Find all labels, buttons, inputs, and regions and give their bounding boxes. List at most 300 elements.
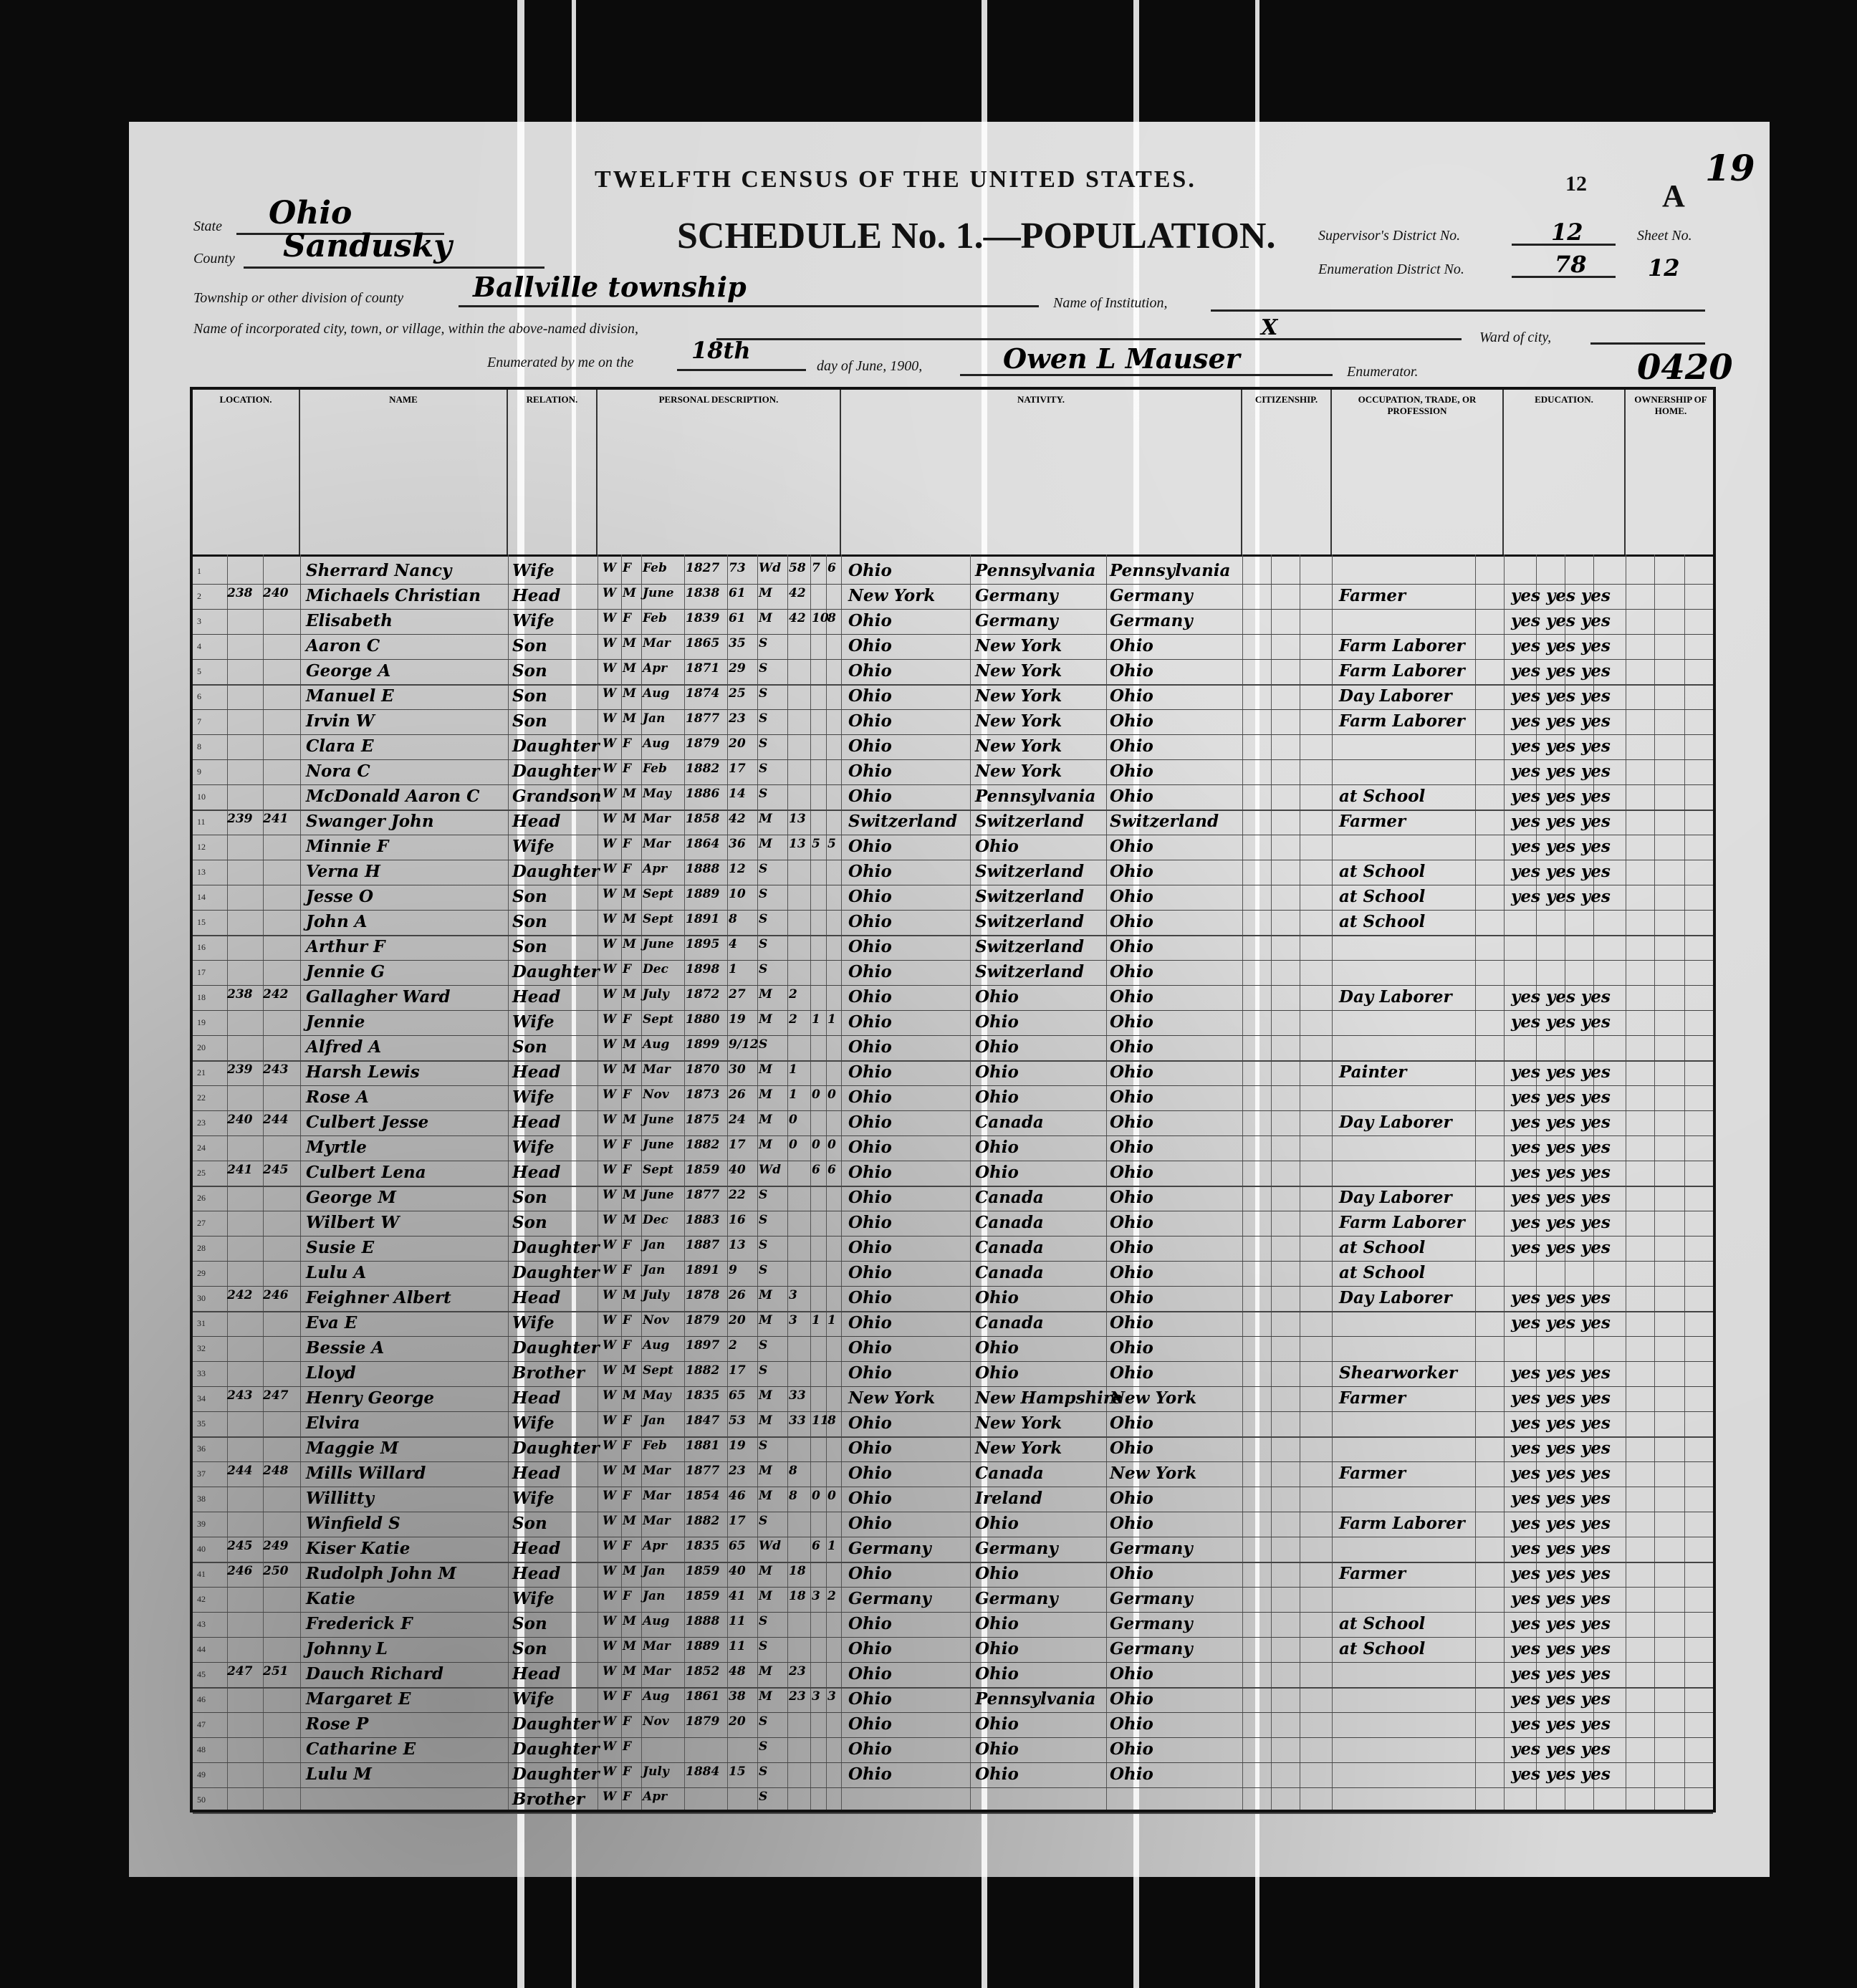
cell-name: Lulu A <box>306 1263 367 1282</box>
cell-fb: Ohio <box>975 837 1019 856</box>
cell-mb: Ohio <box>1110 1689 1153 1709</box>
cell-rel: Daughter <box>512 1764 600 1784</box>
cell-pb: Ohio <box>848 1363 892 1383</box>
cell-mb: Ohio <box>1110 837 1153 856</box>
line-number: 48 <box>197 1744 206 1754</box>
cell-moth: 11 <box>812 1413 829 1428</box>
cell-fb: Switzerland <box>975 812 1085 831</box>
cell-year: 1898 <box>686 962 720 976</box>
cell-mb: Germany <box>1110 1589 1193 1608</box>
cell-edu: yes yes yes <box>1511 812 1611 831</box>
cell-fam: 247 <box>263 1388 289 1403</box>
cell-year: 1839 <box>686 611 720 625</box>
cell-age: 24 <box>729 1113 746 1127</box>
cell-name: Clara E <box>306 736 374 756</box>
cell-pb: Ohio <box>848 862 892 881</box>
cell-pb: Ohio <box>848 1338 892 1358</box>
table-row <box>193 1085 1713 1111</box>
cell-moth: 7 <box>812 561 820 575</box>
cell-fb: Ohio <box>975 1087 1019 1107</box>
cell-year: 1891 <box>686 1263 720 1277</box>
cell-race: W <box>603 987 617 1002</box>
cell-fb: Ohio <box>975 1163 1019 1182</box>
cell-sex: F <box>623 1714 632 1729</box>
line-number: 35 <box>197 1418 206 1428</box>
cell-fb: Ohio <box>975 1764 1019 1784</box>
cell-pb: Ohio <box>848 762 892 781</box>
cell-occ: at School <box>1339 887 1426 906</box>
cell-age: 73 <box>729 561 746 575</box>
cell-pb: Ohio <box>848 1288 892 1307</box>
cell-age: 53 <box>729 1413 746 1428</box>
cell-race: W <box>603 1062 617 1077</box>
cell-fb: Switzerland <box>975 912 1085 931</box>
cell-mar: M <box>759 1288 772 1302</box>
table-row <box>193 1787 1713 1813</box>
line-number: 27 <box>197 1218 206 1228</box>
cell-race: W <box>603 1689 617 1704</box>
cell-month: Apr <box>643 661 668 676</box>
col-location: LOCATION. <box>193 390 300 554</box>
cell-pb: New York <box>848 1388 936 1408</box>
cell-mb: Ohio <box>1110 1188 1153 1207</box>
cell-mar: M <box>759 1589 772 1603</box>
cell-mar: S <box>759 1238 768 1252</box>
cell-age: 20 <box>729 736 746 751</box>
township-label: Township or other division of county <box>193 290 404 306</box>
cell-race: W <box>603 1113 617 1127</box>
line-number: 30 <box>197 1293 206 1303</box>
cell-occ: at School <box>1339 862 1426 881</box>
cell-yrs: 1 <box>789 1062 797 1077</box>
cell-yrs: 0 <box>789 1113 797 1127</box>
cell-liv: 1 <box>827 1539 836 1553</box>
cell-age: 26 <box>729 1288 746 1302</box>
cell-year: 1873 <box>686 1087 720 1102</box>
cell-sex: M <box>623 1113 636 1127</box>
cell-pb: Ohio <box>848 1238 892 1257</box>
table-row <box>193 1411 1713 1437</box>
cell-year: 1886 <box>686 787 720 801</box>
cell-mb: Ohio <box>1110 1714 1153 1734</box>
table-row <box>193 985 1713 1011</box>
cell-liv: 0 <box>827 1087 836 1102</box>
line-number: 6 <box>197 691 201 701</box>
cell-mar: S <box>759 762 768 776</box>
enumerated-prefix: Enumerated by me on the <box>487 355 634 370</box>
cell-age: 23 <box>729 711 746 726</box>
cell-liv: 2 <box>827 1589 836 1603</box>
cell-occ: Day Laborer <box>1339 1288 1452 1307</box>
cell-moth: 3 <box>812 1589 820 1603</box>
cell-month: July <box>643 987 669 1002</box>
cell-month: Jan <box>643 1263 666 1277</box>
cell-fb: Switzerland <box>975 937 1085 956</box>
cell-race: W <box>603 1413 617 1428</box>
cell-year: 1847 <box>686 1413 720 1428</box>
cell-name: Lulu M <box>306 1764 372 1784</box>
cell-name: Rose A <box>306 1087 369 1107</box>
cell-race: W <box>603 1012 617 1027</box>
cell-mb: Germany <box>1110 1539 1193 1558</box>
cell-name: Kiser Katie <box>306 1539 411 1558</box>
cell-occ: at School <box>1339 1263 1426 1282</box>
cell-year: 1854 <box>686 1489 720 1503</box>
cell-edu: yes yes yes <box>1511 711 1611 731</box>
cell-sex: F <box>623 962 632 976</box>
cell-year: 1871 <box>686 661 720 676</box>
cell-rel: Wife <box>512 837 555 856</box>
cell-name: Nora C <box>306 762 370 781</box>
cell-age: 1 <box>729 962 737 976</box>
line-number: 40 <box>197 1544 206 1554</box>
cell-fb: Canada <box>975 1213 1044 1232</box>
cell-edu: yes yes yes <box>1511 1213 1611 1232</box>
cell-pb: Ohio <box>848 1113 892 1132</box>
cell-fb: Canada <box>975 1188 1044 1207</box>
cell-race: W <box>603 1439 617 1453</box>
cell-mar: S <box>759 1764 768 1779</box>
cell-fb: Ohio <box>975 987 1019 1007</box>
line-number: 24 <box>197 1143 206 1153</box>
cell-race: W <box>603 787 617 801</box>
cell-rel: Grandson <box>512 787 602 806</box>
table-row <box>193 1186 1713 1211</box>
cell-age: 19 <box>729 1439 746 1453</box>
cell-race: W <box>603 937 617 951</box>
cell-mb: Ohio <box>1110 1489 1153 1508</box>
cell-yrs: 3 <box>789 1313 797 1327</box>
cell-mb: Ohio <box>1110 1313 1153 1332</box>
cell-mar: M <box>759 812 772 826</box>
cell-dw: 238 <box>227 586 253 600</box>
cell-sex: F <box>623 1313 632 1327</box>
table-row <box>193 584 1713 610</box>
cell-yrs: 18 <box>789 1589 806 1603</box>
table-row <box>193 709 1713 735</box>
cell-fb: Switzerland <box>975 962 1085 981</box>
cell-pb: Ohio <box>848 987 892 1007</box>
cell-occ: Farmer <box>1339 1388 1406 1408</box>
cell-pb: Ohio <box>848 636 892 656</box>
cell-age: 11 <box>729 1639 746 1653</box>
cell-name: Henry George <box>306 1388 435 1408</box>
cell-mb: Ohio <box>1110 1012 1153 1032</box>
cell-dw: 247 <box>227 1664 253 1679</box>
cell-edu: yes yes yes <box>1511 1489 1611 1508</box>
cell-sex: F <box>623 1689 632 1704</box>
cell-rel: Daughter <box>512 1338 600 1358</box>
cell-sex: M <box>623 661 636 676</box>
cell-name: Alfred A <box>306 1037 382 1057</box>
cell-race: W <box>603 1539 617 1553</box>
cell-fb: Ohio <box>975 1739 1019 1759</box>
cell-mb: Germany <box>1110 586 1193 605</box>
cell-race: W <box>603 837 617 851</box>
line-number: 18 <box>197 992 206 1002</box>
cell-mb: Ohio <box>1110 1439 1153 1458</box>
township-value: Ballville township <box>473 271 747 303</box>
cell-fb: Ohio <box>975 1614 1019 1633</box>
cell-sex: M <box>623 1639 636 1653</box>
cell-mar: S <box>759 1614 768 1628</box>
cell-year: 1852 <box>686 1664 720 1679</box>
cell-edu: yes yes yes <box>1511 762 1611 781</box>
cell-fb: Canada <box>975 1263 1044 1282</box>
cell-pb: Switzerland <box>848 812 958 831</box>
table-row <box>193 1361 1713 1387</box>
cell-age: 38 <box>729 1689 746 1704</box>
cell-race: W <box>603 1564 617 1578</box>
table-row <box>193 910 1713 936</box>
cell-dw: 246 <box>227 1564 253 1578</box>
cell-sex: F <box>623 837 632 851</box>
cell-mb: Ohio <box>1110 912 1153 931</box>
cell-mar: S <box>759 1338 768 1353</box>
cell-mb: Ohio <box>1110 1739 1153 1759</box>
table-row <box>193 1537 1713 1562</box>
cell-fam: 249 <box>263 1539 289 1553</box>
cell-race: W <box>603 762 617 776</box>
cell-occ: Shearworker <box>1339 1363 1457 1383</box>
cell-sex: M <box>623 1564 636 1578</box>
cell-fb: Ohio <box>975 1363 1019 1383</box>
cell-age: 15 <box>729 1764 746 1779</box>
cell-sex: F <box>623 561 632 575</box>
cell-edu: yes yes yes <box>1511 1163 1611 1182</box>
cell-rel: Wife <box>512 1413 555 1433</box>
cell-year: 1872 <box>686 987 720 1002</box>
cell-mar: M <box>759 1489 772 1503</box>
cell-month: Feb <box>643 561 667 575</box>
table-row <box>193 559 1713 585</box>
cell-pb: Ohio <box>848 661 892 681</box>
cell-pb: Ohio <box>848 1764 892 1784</box>
cell-occ: Farmer <box>1339 1464 1406 1483</box>
cell-age: 42 <box>729 812 746 826</box>
cell-sex: M <box>623 1037 636 1052</box>
cell-occ: Farm Laborer <box>1339 1514 1465 1533</box>
cell-moth: 6 <box>812 1539 820 1553</box>
cell-month: Sept <box>643 887 673 901</box>
cell-year: 1887 <box>686 1238 720 1252</box>
cell-month: Aug <box>643 1614 670 1628</box>
cell-mb: Ohio <box>1110 962 1153 981</box>
cell-name: Dauch Richard <box>306 1664 443 1684</box>
cell-fam: 241 <box>263 812 289 826</box>
ward-label: Ward of city, <box>1479 330 1552 345</box>
cell-mb: Ohio <box>1110 1062 1153 1082</box>
cell-rel: Head <box>512 987 561 1007</box>
cell-name: Gallagher Ward <box>306 987 451 1007</box>
cell-age: 20 <box>729 1714 746 1729</box>
table-row <box>193 1512 1713 1537</box>
cell-rel: Head <box>512 1163 561 1182</box>
cell-mar: S <box>759 661 768 676</box>
cell-sex: M <box>623 787 636 801</box>
table-row <box>193 1436 1713 1462</box>
cell-mar: M <box>759 611 772 625</box>
cell-rel: Head <box>512 1113 561 1132</box>
table-row <box>193 1211 1713 1237</box>
cell-fb: Ohio <box>975 1664 1019 1684</box>
cell-race: W <box>603 1338 617 1353</box>
table-row <box>193 1110 1713 1136</box>
cell-year: 1877 <box>686 711 720 726</box>
cell-edu: yes yes yes <box>1511 1113 1611 1132</box>
cell-sex: M <box>623 711 636 726</box>
cell-fb: Canada <box>975 1238 1044 1257</box>
cell-pb: Ohio <box>848 1664 892 1684</box>
cell-name: Catharine E <box>306 1739 416 1759</box>
cell-rel: Son <box>512 1614 547 1633</box>
cell-month: Nov <box>643 1087 669 1102</box>
cell-pb: Ohio <box>848 837 892 856</box>
cell-age: 61 <box>729 586 746 600</box>
cell-year: 1884 <box>686 1764 720 1779</box>
cell-occ: Farmer <box>1339 812 1406 831</box>
cell-month: Jan <box>643 1589 666 1603</box>
cell-month: Jan <box>643 1238 666 1252</box>
cell-sex: M <box>623 1062 636 1077</box>
cell-age: 4 <box>729 937 737 951</box>
cell-month: Apr <box>643 862 668 876</box>
cell-occ: Farm Laborer <box>1339 636 1465 656</box>
cell-age: 11 <box>729 1614 746 1628</box>
cell-month: Mar <box>643 1514 671 1528</box>
cell-yrs: 2 <box>789 987 797 1002</box>
cell-pb: Ohio <box>848 887 892 906</box>
cell-fam: 243 <box>263 1062 289 1077</box>
cell-year: 1879 <box>686 1714 720 1729</box>
cell-dw: 239 <box>227 812 253 826</box>
cell-fb: Pennsylvania <box>975 787 1096 806</box>
cell-name: Feighner Albert <box>306 1288 451 1307</box>
cell-month: Aug <box>643 1338 670 1353</box>
enumerator-label: Enumerator. <box>1347 364 1419 380</box>
cell-dw: 243 <box>227 1388 253 1403</box>
cell-edu: yes yes yes <box>1511 1664 1611 1684</box>
cell-sex: F <box>623 1790 632 1804</box>
cell-mar: M <box>759 1664 772 1679</box>
cell-rel: Daughter <box>512 962 600 981</box>
line-number: 50 <box>197 1795 206 1805</box>
cell-fam: 248 <box>263 1464 289 1478</box>
cell-year: 1874 <box>686 686 720 701</box>
line-number: 37 <box>197 1469 206 1479</box>
cell-rel: Son <box>512 661 547 681</box>
cell-race: W <box>603 1614 617 1628</box>
cell-sex: M <box>623 1188 636 1202</box>
cell-rel: Head <box>512 1062 561 1082</box>
cell-fb: New York <box>975 762 1062 781</box>
cell-yrs: 13 <box>789 837 806 851</box>
cell-fb: New York <box>975 686 1062 706</box>
cell-race: W <box>603 1288 617 1302</box>
cell-edu: yes yes yes <box>1511 1739 1611 1759</box>
line-number: 14 <box>197 892 206 902</box>
cell-mar: M <box>759 1087 772 1102</box>
cell-fb: Ohio <box>975 1714 1019 1734</box>
cell-rel: Son <box>512 686 547 706</box>
cell-rel: Daughter <box>512 1238 600 1257</box>
table-row <box>193 1161 1713 1186</box>
cell-year: 1888 <box>686 1614 720 1628</box>
cell-moth: 0 <box>812 1138 820 1152</box>
cell-name: Winfield S <box>306 1514 400 1533</box>
cell-mar: S <box>759 711 768 726</box>
cell-race: W <box>603 736 617 751</box>
cell-year: 1870 <box>686 1062 720 1077</box>
cell-mb: Ohio <box>1110 1363 1153 1383</box>
cell-mar: S <box>759 686 768 701</box>
cell-year: 1882 <box>686 1138 720 1152</box>
cell-sex: M <box>623 686 636 701</box>
cell-race: W <box>603 1664 617 1679</box>
cell-year: 1882 <box>686 1514 720 1528</box>
cell-year: 1889 <box>686 887 720 901</box>
cell-dw: 239 <box>227 1062 253 1077</box>
cell-race: W <box>603 1263 617 1277</box>
cell-yrs: 8 <box>789 1489 797 1503</box>
cell-sex: M <box>623 887 636 901</box>
cell-month: June <box>643 1113 674 1127</box>
cell-month: Aug <box>643 1689 670 1704</box>
institution-label: Name of Institution, <box>1053 295 1168 311</box>
cell-mb: Ohio <box>1110 787 1153 806</box>
cell-race: W <box>603 636 617 650</box>
cell-pb: Ohio <box>848 1614 892 1633</box>
cell-sex: F <box>623 1764 632 1779</box>
cell-mar: M <box>759 1113 772 1127</box>
cell-name: Johnny L <box>306 1639 388 1658</box>
cell-age: 13 <box>729 1238 746 1252</box>
cell-name: Elisabeth <box>306 611 393 630</box>
cell-name: Katie <box>306 1589 355 1608</box>
cell-occ: Farm Laborer <box>1339 711 1465 731</box>
cell-fb: New York <box>975 636 1062 656</box>
cell-pb: Ohio <box>848 1188 892 1207</box>
cell-sex: M <box>623 1664 636 1679</box>
line-number: 41 <box>197 1569 206 1579</box>
cell-race: W <box>603 887 617 901</box>
cell-yrs: 33 <box>789 1388 806 1403</box>
sheet-label: Sheet No. <box>1637 228 1692 244</box>
cell-occ: Painter <box>1339 1062 1407 1082</box>
cell-sex: M <box>623 1363 636 1378</box>
cell-dw: 241 <box>227 1163 253 1177</box>
col-name: NAME <box>300 390 508 554</box>
cell-dw: 245 <box>227 1539 253 1553</box>
table-row <box>193 734 1713 760</box>
line-number: 25 <box>197 1168 206 1178</box>
cell-name: McDonald Aaron C <box>306 787 480 806</box>
cell-pb: Ohio <box>848 937 892 956</box>
stamp-number: 0420 <box>1637 347 1733 388</box>
ed-value: 78 <box>1555 251 1587 278</box>
cell-rel: Son <box>512 937 547 956</box>
cell-race: W <box>603 962 617 976</box>
cell-sex: M <box>623 1288 636 1302</box>
cell-liv: 1 <box>827 1313 836 1327</box>
cell-sex: F <box>623 1263 632 1277</box>
table-row <box>193 1386 1713 1412</box>
cell-edu: yes yes yes <box>1511 862 1611 881</box>
cell-yrs: 18 <box>789 1564 806 1578</box>
cell-month: July <box>643 1288 669 1302</box>
cell-month: Sept <box>643 912 673 926</box>
cell-age: 41 <box>729 1589 746 1603</box>
